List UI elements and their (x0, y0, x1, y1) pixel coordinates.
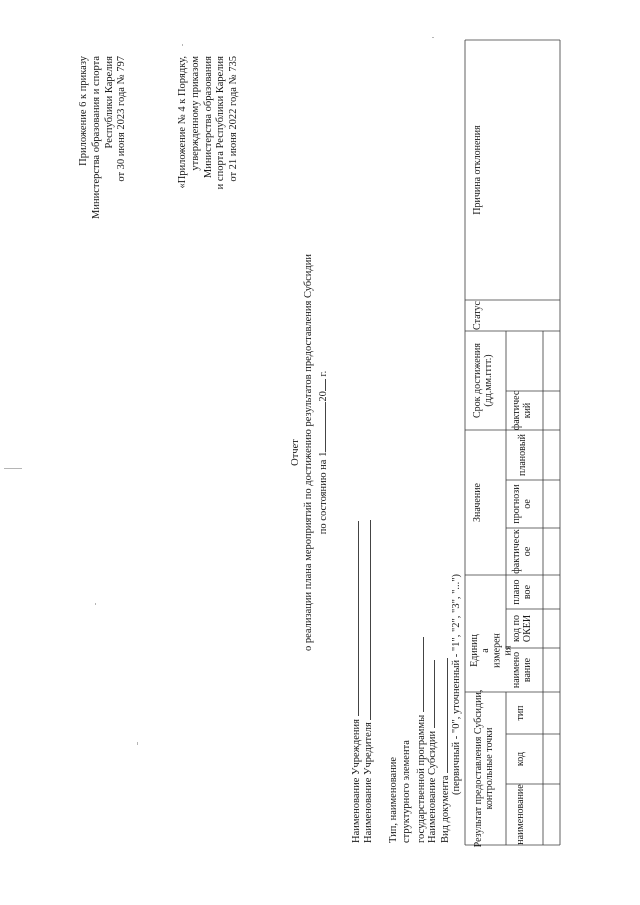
institution-label: Наименование Учреждения (351, 719, 362, 843)
appendix-6-line: от 30 июня 2023 года № 797 (116, 56, 128, 182)
founder-label: Наименование Учредителя (363, 722, 374, 843)
subsidy-label: Наименование Субсидии (427, 730, 438, 843)
report-date-prefix: по состоянию на 1 (317, 451, 329, 535)
subheader-6: фактическое (511, 529, 534, 574)
subheader-1: код (515, 751, 526, 767)
appendix-4-line: от 21 июня 2022 года № 735 (228, 56, 240, 182)
subheader-5: плановое (511, 579, 534, 605)
appendix-4-line: «Приложение № 4 к Порядку, (177, 56, 188, 189)
report-title-line: Отчет (290, 439, 301, 466)
subheader-0: наименование (515, 784, 526, 845)
subheader-7: прогнозиое (511, 484, 534, 524)
subheader-8: плановый (517, 434, 528, 476)
subheader-9: фактический (511, 390, 534, 431)
appendix-4-line: Министерства образования (202, 56, 214, 179)
appendix-6-line: Приложение 6 к приказу (78, 56, 89, 166)
scan-speck (137, 742, 138, 745)
scan-speck (4, 468, 22, 469)
program-label: структурного элемента (400, 740, 412, 843)
program-label: государственной программы (415, 714, 427, 843)
report-date-mid: 20 (317, 391, 329, 402)
header-value: Значение (472, 482, 483, 523)
report-date-suffix: г. (317, 370, 329, 377)
header-status: Статус (472, 301, 483, 330)
header-unit: Единицаизмерения (469, 633, 514, 668)
scan-speck (432, 37, 434, 38)
program-label: Тип, наименование (388, 756, 399, 843)
subheader-2: тип (515, 705, 526, 721)
doc-type-note-text: (первичный - "0", уточненный - "1", "2", "3", "...") (451, 573, 462, 795)
header-result: Результат предоставления Субсидии,контрольные точки (473, 689, 496, 848)
appendix-6-line: Министерства образования и спорта (90, 56, 102, 219)
report-title-line: о реализации плана мероприятий по достижению результатов предоставления Субсидии (302, 253, 314, 652)
doc-type-label: Вид документа (440, 775, 451, 843)
header-reason: Причина отклонения (472, 125, 483, 215)
subheader-4: код поОКЕИ (511, 614, 534, 643)
scan-speck (182, 44, 183, 46)
subheader-3: наименование (511, 651, 534, 689)
appendix-4-line: и спорта Республики Карелия (215, 56, 227, 190)
scan-speck (95, 603, 96, 605)
header-deadline: Срок достижения(дд.мм.гггг.) (472, 342, 495, 419)
appendix-6-line: Республики Карелия (103, 56, 115, 149)
appendix-4-line: утвержденному приказом (189, 56, 201, 171)
